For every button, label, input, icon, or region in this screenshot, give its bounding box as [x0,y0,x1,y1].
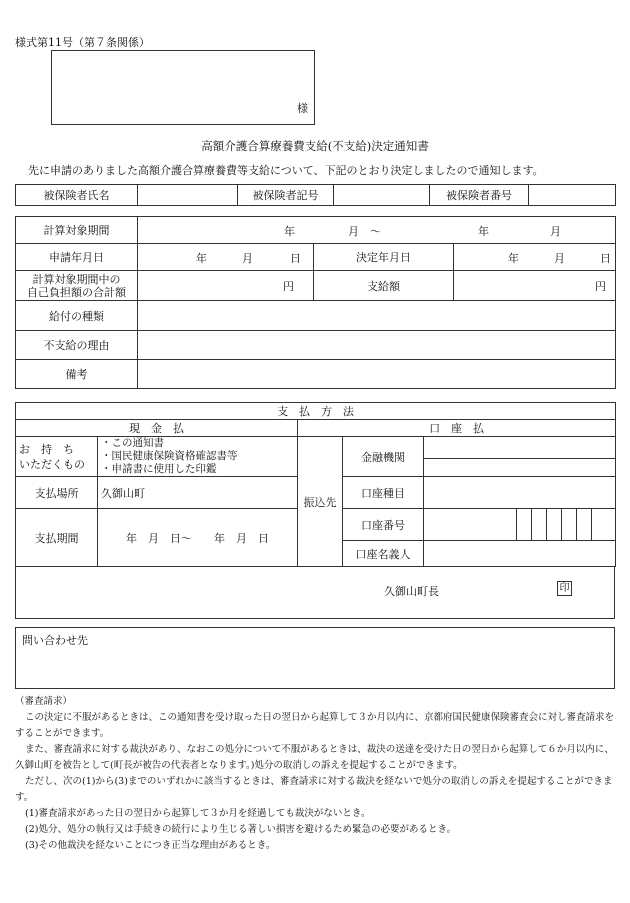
notes-item-2: (2)処分、処分の執行又は手続きの続行により生じる著しい損害を避けるため緊急の必要があるとき。 [25,824,457,835]
contact-box [15,627,615,689]
seal-mark: 印 [557,581,572,596]
account-holder-value [424,541,616,567]
contact-label: 問い合わせ先 [22,634,88,647]
burden-label-line2: 自己負担額の合計額 [27,285,126,299]
notes-heading: （審査請求） [15,696,73,707]
insured-table [15,184,616,206]
payment-method-table [15,402,616,567]
bank-value-top [424,437,616,459]
insured-symbol-label: 被保険者記号 [238,185,334,206]
issuer-box [15,566,615,619]
period-end-month: 月 [550,225,561,238]
notes-paragraph-3: ただし、次の(1)から(3)までのいずれかに該当するときは、審査請求に対する裁決を経ないで処分の取消しの訴えを提起することができます。 [15,776,613,803]
remarks-value [138,360,616,389]
burden-label-line1: 計算対象期間中の [32,272,121,286]
decision-date-value [454,244,616,271]
place-label: 支払場所 [16,477,98,509]
period-pay-value: 年 月 日〜 年 月 日 [98,509,298,567]
insured-symbol-value [334,185,430,206]
account-digit [517,509,532,541]
transfer-label: 振込先 [298,437,343,567]
decision-date-label: 決定年月日 [314,244,454,271]
insured-name-label: 被保険者氏名 [16,185,138,206]
reason-label: 不支給の理由 [16,331,138,360]
insured-number-value [529,185,616,206]
period-start-year: 年 [284,225,295,238]
period-pay-label: 支払期間 [16,509,98,567]
reason-value [138,331,616,360]
payment-amount-yen: 円 [595,279,607,293]
burden-value [138,271,314,301]
notes-item-3: (3)その他裁決を経ないことにつき正当な理由があるとき。 [25,840,276,851]
issuer-name: 久御山町長 [384,585,439,598]
period-end-year: 年 [478,225,489,238]
apply-year: 年 [196,252,207,265]
account-digit [592,509,616,541]
bring-items [98,437,298,477]
bank-label: 金融機関 [343,437,424,477]
remarks-label: 備考 [16,360,138,389]
bank-value-bottom [424,459,616,477]
account-digit [577,509,592,541]
payment-header: 支 払 方 法 [16,403,616,420]
bring-item: ・申請書に使用した印鑑 [101,463,217,475]
form-number: 様式第11号（第７条関係） [15,36,150,49]
decision-month: 月 [554,252,565,265]
decision-year: 年 [508,252,519,265]
place-value: 久御山町 [98,477,298,509]
apply-date-label: 申請年月日 [16,244,138,271]
account-number-box [424,509,517,541]
appeal-notes [15,694,615,854]
details-table [15,216,616,389]
account-type-value [424,477,616,509]
account-digit [562,509,577,541]
payment-amount-value [454,271,616,301]
decision-day: 日 [600,252,611,265]
payment-amount-label: 支給額 [314,271,454,301]
insured-number-label: 被保険者番号 [430,185,529,206]
cash-header: 現 金 払 [16,420,298,437]
period-label: 計算対象期間 [16,217,138,244]
benefit-type-value [138,301,616,331]
bring-item: ・この通知書 [101,437,164,449]
notes-paragraph-2: また、審査請求に対する裁決があり、なおこの処分について不服があるときは、裁決の送達を受けた日の翌日から起算して６か月以内に、久御山町を被告として(町長が被告の代表者となります。)処分の取消しの訴えを提起することができます。 [15,744,614,771]
burden-label [16,271,138,301]
document-title: 高額介護合算療養費支給(不支給)決定通知書 [201,139,429,153]
apply-month: 月 [242,252,253,265]
bring-label-line2: いただくもの [19,457,85,471]
bring-label [16,437,98,477]
intro-text: 先に申請のありました高額介護合算療養費等支給について、下記のとおり決定しましたので通知します。 [28,164,544,177]
account-type-label: 口座種目 [343,477,424,509]
notes-item-1: (1)審査請求があった日の翌日から起算して３か月を経過しても裁決がないとき。 [25,808,371,819]
account-holder-label: 口座名義人 [343,541,424,567]
period-value [138,217,616,244]
insured-name-value [138,185,238,206]
addressee-suffix: 様 [297,102,308,115]
account-header: 口 座 払 [298,420,616,437]
account-digit [547,509,562,541]
notes-paragraph-1: この決定に不服があるときは、この通知書を受け取った日の翌日から起算して３か月以内に、京都府国民健康保険審査会に対し審査請求をすることができます。 [15,712,615,739]
apply-date-value [138,244,314,271]
apply-day: 日 [290,252,301,265]
benefit-type-label: 給付の種類 [16,301,138,331]
period-start-month: 月 〜 [348,225,381,238]
burden-yen: 円 [283,279,294,293]
addressee-box [51,50,315,125]
account-number-label: 口座番号 [343,509,424,541]
bring-label-line1: お 持 ち [19,442,74,456]
bring-item: ・国民健康保険資格確認書等 [101,450,238,462]
account-digit [532,509,547,541]
